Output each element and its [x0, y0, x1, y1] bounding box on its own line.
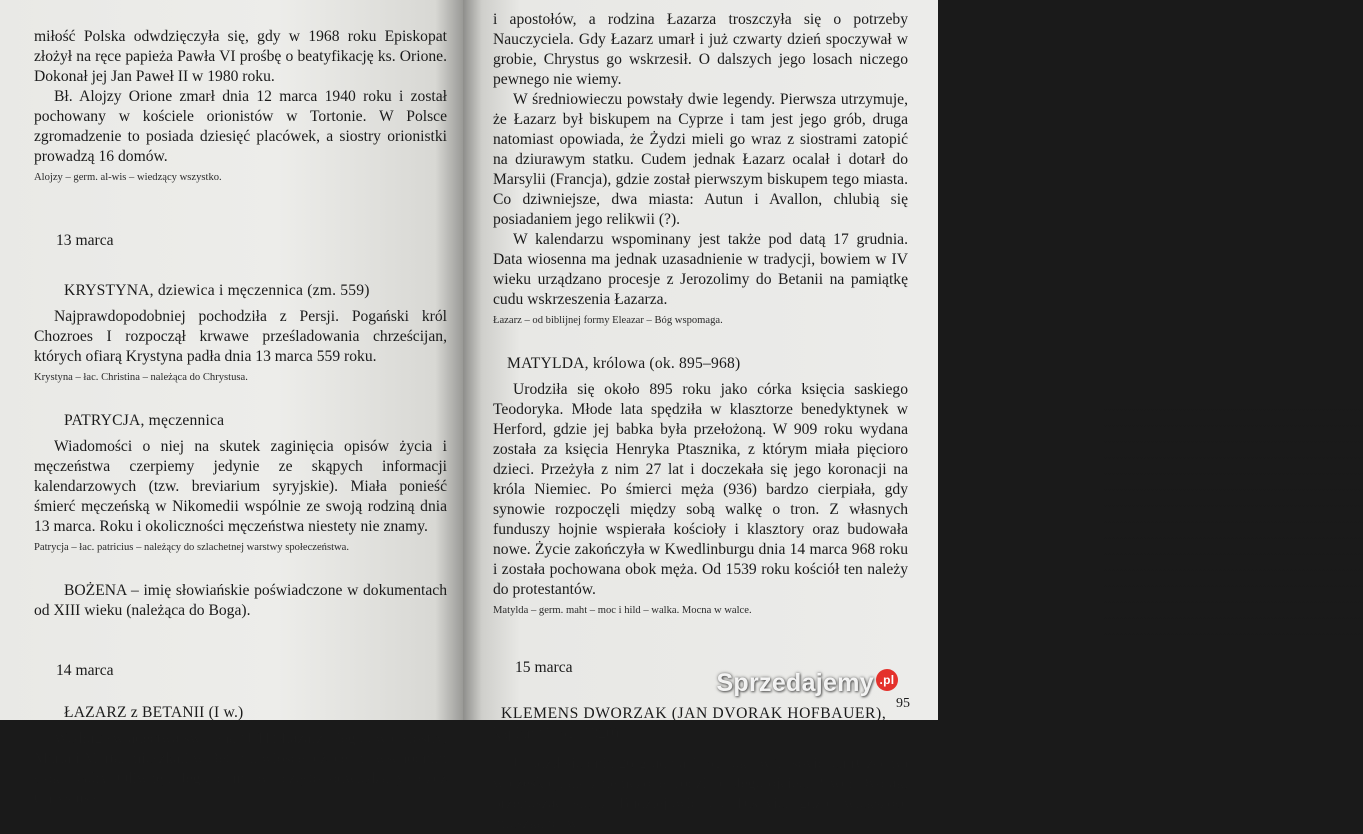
saint-name: BOŻENA [64, 582, 127, 599]
saint-name: PATRYCJA [64, 412, 141, 429]
date-heading-14: 14 marca [56, 662, 114, 679]
page-number: 95 [896, 696, 910, 711]
entry-heading-klemens [501, 704, 908, 724]
saint-title: kapłan (1751–1820) [493, 725, 620, 742]
watermark-text: Sprzedajemy [716, 669, 874, 697]
entry-heading-krystyna [64, 281, 447, 301]
date-heading-13: 13 marca [56, 232, 114, 249]
show-through-text [1103, 395, 1363, 635]
lazarz-continued-paragraph-1: i apostołów, a rodzina Łazarza troszczyła się o potrzeby Nauczyciela. Gdy Łazarz umarł i już czwarty dzień spoczywał w grobie, Chrystus go wskrzesił. O dalszych jego losach niczego pewnego nie wiemy. [493, 11, 908, 88]
entry-heading-patrycja [64, 411, 447, 431]
saint-title: z BETANII (I w.) [126, 704, 244, 721]
intro-paragraph-1: miłość Polska odwdzięczyła się, gdy w 1968 roku Episkopat złożył na ręce papieża Pawła VI prośbę o beatyfikację ks. Orione. Dokonał jej Jan Paweł II w 1980 roku. [34, 28, 447, 85]
entry-heading-lazarz [64, 703, 447, 723]
name-etymology-note: Matylda – germ. maht – moc i hild – walka. Mocna w walce. [493, 605, 752, 616]
entry-text-matylda: Urodziła się około 895 roku jako córka księcia saskiego Teodoryka. Młode lata spędziła w klasztorze benedyktynek w Herford, gdzie jej babka była przełożoną. W 909 roku wydana została za księcia Henryka Ptasznika, z którym miała pięcioro dzieci. Przeżyła z nim 27 lat i doczekała się jego koronacji na króla Niemiec. Po śmierci męża (936) bardzo cierpiała, gdy synowie rozpoczęli między sobą walkę o tron. Z własnych funduszy hojnie wspierała kościoły i klasztory oraz budowała nowe. Życie zakończyła w Kwedlinburgu dnia 14 marca 968 roku i została pochowana obok męża. Od 1539 roku kościół ten należy do protestantów. [493, 381, 908, 598]
entry-text-lazarz: Według świadectwa św. Jana (J 11) Łazarz i jego dwie siostry, Maria i Marta, mieszkali w Betanii, wiosce leżącej na wschodnim stoku Góry Oliwnej. Jego dom był często odwiedzany przez Chrystusa [34, 730, 447, 807]
saint-title: , królowa (ok. 895–968) [584, 355, 741, 372]
lazarz-continued-paragraph-2: W średniowieczu powstały dwie legendy. Pierwsza utrzymuje, że Łazarz był biskupem na Cyprze i tam jest jego grób, druga natomiast opowiada, że Żydzi mieli go wraz z siostrami zatopić na dziurawym statku. Cudem jednak Łazarz ocalał i dotarł do Marsylii (Francja), gdzie został pierwszym biskupem tego miasta. Co dziwniejsze, dwa miasta: Autun i Avallon, chlubią się posiadaniem jego relikwii (?). [493, 91, 908, 228]
name-etymology-note: Alojzy – germ. al-wis – wiedzący wszystko. [34, 172, 222, 183]
name-etymology-note: Krystyna – łac. Christina – należąca do Chrystusa. [34, 372, 248, 383]
date-heading-15: 15 marca [515, 659, 573, 676]
entry-text-bozena: – imię słowiańskie poświadczone w dokumentach od XIII wieku (należąca do Boga). [34, 582, 447, 619]
intro-paragraph-2: Bł. Alojzy Orione zmarł dnia 12 marca 1940 roku i został pochowany w kościele orionistów w Tortonie. W Polsce zgromadzenie to posiada dziesięć placówek, a siostry orionistki prowadzą 16 domów. [34, 88, 447, 165]
saint-name: KRYSTYNA [64, 282, 150, 299]
saint-name: KLEMENS DWORZAK (JAN DVORAK HOFBAUER), [501, 705, 887, 722]
entry-bozena [34, 581, 447, 621]
saint-name: ŁAZARZ [64, 704, 127, 721]
entry-heading-matylda [507, 354, 908, 374]
right-page [463, 0, 938, 832]
name-etymology-note: Łazarz – od biblijnej formy Eleazar – Bóg wspomaga. [493, 315, 723, 326]
saint-title: , dziewica i męczennica (zm. 559) [149, 282, 370, 299]
watermark-logo [716, 669, 898, 698]
lazarz-continued-paragraph-3: W kalendarzu wspominany jest także pod datą 17 grudnia. Data wiosenna ma jednak uzasadnienie w tradycji, bowiem w IV wieku urządzano procesje z Jerozolimy do Betanii na pamiątkę cudu wskrzeszenia Łazarza. [493, 231, 908, 308]
name-etymology-note: Patrycja – łac. patricius – należący do szlachetnej warstwy społeczeństwa. [34, 542, 350, 553]
entry-text-klemens: Urodził się dnia 26 grudnia 1751 roku w Tusovicach (Czechy) w czeskiej, ale zniemczonej rodzinie. Jego ojciec, Paweł Dvorak, przenosząc się z Budziejowic do Tusovic, gdzie większość mieszkańców [493, 755, 908, 832]
entry-text-patrycja: Wiadomości o niej na skutek zaginięcia opisów życia i męczeństwa czerpiemy jedynie ze skąpych informacji kalendarzowych (tzw. breviarium syryjskie). Miała ponieść śmierć męczeńską w Nikomedii wspólnie ze swoją rodziną dnia 13 marca. Roku i okoliczności męczeństwa niestety nie znamy. [34, 438, 447, 535]
saint-name: MATYLDA [507, 355, 585, 372]
watermark-badge: .pl [876, 669, 898, 691]
saint-title: , męczennica [140, 412, 225, 429]
entry-text-krystyna: Najprawdopodobniej pochodziła z Persji. Pogański król Chozroes I rozpoczął krwawe prześladowania chrześcijan, których ofiarą Krystyna padła dnia 13 marca 559 roku. [34, 308, 447, 365]
left-page [0, 0, 463, 807]
